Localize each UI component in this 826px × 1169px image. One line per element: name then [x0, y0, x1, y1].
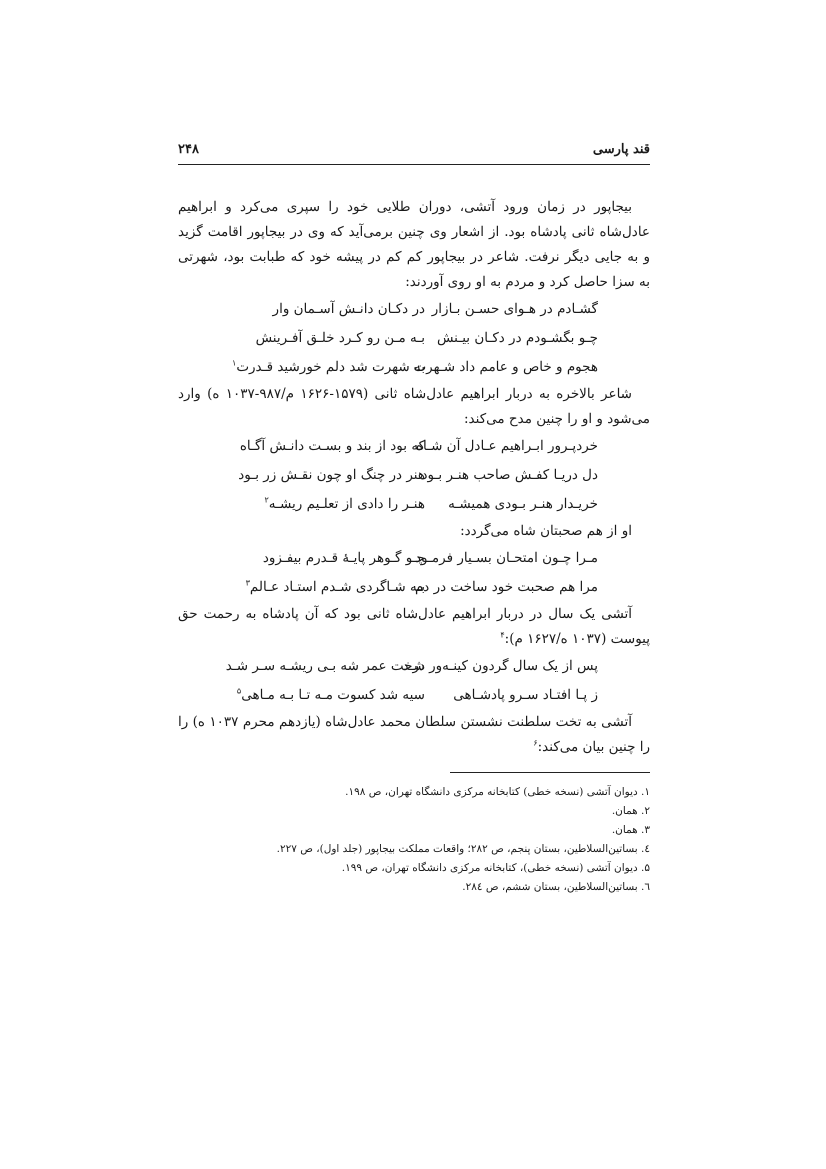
hemistich: خریـدار هنـر بـودی همیشـه: [448, 496, 598, 512]
hemistich: [226, 654, 425, 679]
paragraph: او از هم صحبتان شاه می‌گردد:: [460, 523, 632, 539]
hemistich-text: در دکـان دانـش آسـمان وار: [272, 301, 425, 317]
footnote: ۳. همان.: [611, 824, 650, 836]
footnote: ۵. دیوان آتشی (نسخه خطی)، کتابخانه مرکزی دانشگاه تهران، ص ۱۹۹.: [341, 862, 650, 874]
hemistich: [232, 355, 425, 380]
verse-line: [178, 461, 650, 490]
hemistich-text: سیه شد کسوت مـه تـا بـه مـاهی: [241, 687, 425, 703]
verse-line: [178, 353, 650, 382]
hemistich: [240, 434, 425, 459]
verse-group: [178, 432, 650, 519]
paragraph: شاعر بالاخره به دربار ابراهیم عادل‌شاه ثانی (۱۵۷۹-۱۶۲۶ م/۹۸۷-۱۰۳۷ ه) وارد می‌شود و او را چنین مدح می‌کند:: [178, 386, 650, 427]
hemistich: [263, 546, 425, 571]
hemistich: [237, 683, 425, 708]
footnote-ref: ۲: [264, 495, 269, 505]
verse-line: [178, 681, 650, 710]
hemistich: [246, 575, 425, 600]
hemistich: ز پـا افتـاد سـرو پادشـاهی: [453, 687, 598, 703]
paragraph-text: آتشی به تخت سلطنت نشستن سلطان محمد عادل‌شاه (یازدهم محرم ۱۰۳۷ ه) را را چنین بیان می‌کند:: [178, 714, 650, 755]
hemistich: مـرا چـون امتحـان بسـیار فرمـود: [414, 550, 598, 566]
hemistich: پس از یک سال گردون کینـه‌ور شـد: [402, 658, 598, 674]
paragraph: بیجاپور در زمان ورود آتشی، دوران طلایی خود را سپری می‌کرد و ابراهیم عادل‌شاه ثانی پادشاه بود. از اشعار وی چنین برمی‌آید که وی در بیجاپور اقامت گزید و به جایی دیگر نرفت. شاعر در بیجاپور کم کم در پیشه خود که طبابت بود، شهرتی به سزا حاصل کرد و مردم به او روی آوردند:: [178, 199, 650, 290]
hemistich: دل دریـا کفـش صاحب هنـر بـود: [421, 467, 598, 483]
journal-title: قند پارسی: [592, 142, 650, 157]
page-number: ۲۴۸: [178, 142, 199, 157]
hemistich: مرا هم صحبت خود ساخت در دم: [414, 579, 598, 595]
footnotes: [178, 783, 650, 897]
running-header: [178, 140, 650, 165]
paragraph: [178, 602, 650, 652]
verse-line: [178, 652, 650, 681]
hemistich: هجوم و خاص و عامم داد شـهرت: [413, 359, 598, 375]
hemistich: گشـادم در هـوای حسـن بـازار: [431, 301, 598, 317]
footnote-ref: ۳: [245, 578, 250, 588]
hemistich-text: هنـر را دادی از تعلـیم ریشـه: [268, 496, 425, 512]
paragraph: [178, 710, 650, 760]
hemistich-text: به شهرت شد دلم خورشید قـدرت: [236, 359, 425, 375]
hemistich: خردپـرور ابـراهیم عـادل آن شـاه: [415, 438, 598, 454]
verse-line: [178, 573, 650, 602]
footnote-ref: ۵: [236, 686, 242, 696]
hemistich-text: بـه مـن رو کـرد خلـق آفـرینش: [255, 330, 425, 346]
verse-line: [178, 295, 650, 324]
footnote-ref: ۶: [533, 738, 538, 748]
verse-group: [178, 295, 650, 382]
verse-group: [178, 652, 650, 710]
hemistich-text: هنر در چنگ او چون نقـش زر بـود: [238, 467, 425, 483]
verse-line: [178, 324, 650, 353]
footnote-divider: [450, 772, 650, 773]
footnote: ۲. همان.: [611, 805, 650, 817]
verse-line: [178, 544, 650, 573]
verse-line: [178, 490, 650, 519]
hemistich-text: درخت عمر شه بـی ریشـه سـر شـد: [225, 658, 425, 674]
hemistich-text: که بود از بند و بسـت دانـش آگـاه: [239, 438, 425, 454]
hemistich-text: بـه شـاگردی شـدم استـاد عـالم: [249, 579, 425, 595]
footnote-ref: ۱: [232, 358, 237, 368]
hemistich: [273, 297, 425, 322]
page: [178, 140, 650, 940]
hemistich: [238, 463, 425, 488]
verse-group: [178, 544, 650, 602]
footnote: ٤. بساتین‌السلاطین، بستان پنجم، ص ۲۸۲؛ واقعات مملکت بیجاپور (جلد اول)، ص ۲۲۷.: [276, 843, 650, 855]
footnote-ref: ۴: [500, 630, 505, 640]
hemistich: [256, 326, 425, 351]
article-body: [178, 195, 650, 897]
hemistich: [265, 492, 426, 517]
footnote: ٦. بساتین‌السلاطین، بستان ششم، ص ۲۸٤.: [462, 881, 650, 893]
hemistich: چـو بگشـودم در دکـان بیـنش: [436, 330, 598, 346]
hemistich-text: چـو گـوهر پایـهٔ قـدرم بیفـزود: [262, 550, 425, 566]
footnote: ۱. دیوان آتشی (نسخه خطی) کتابخانه مرکزی دانشگاه تهران، ص ۱۹۸.: [345, 786, 650, 798]
paragraph-text: آتشی یک سال در دربار ابراهیم عادل‌شاه ثانی بود که آن پادشاه به رحمت حق پیوست (۱۰۳۷ ه/۱۶۲۷ م):: [178, 606, 650, 647]
verse-line: [178, 432, 650, 461]
